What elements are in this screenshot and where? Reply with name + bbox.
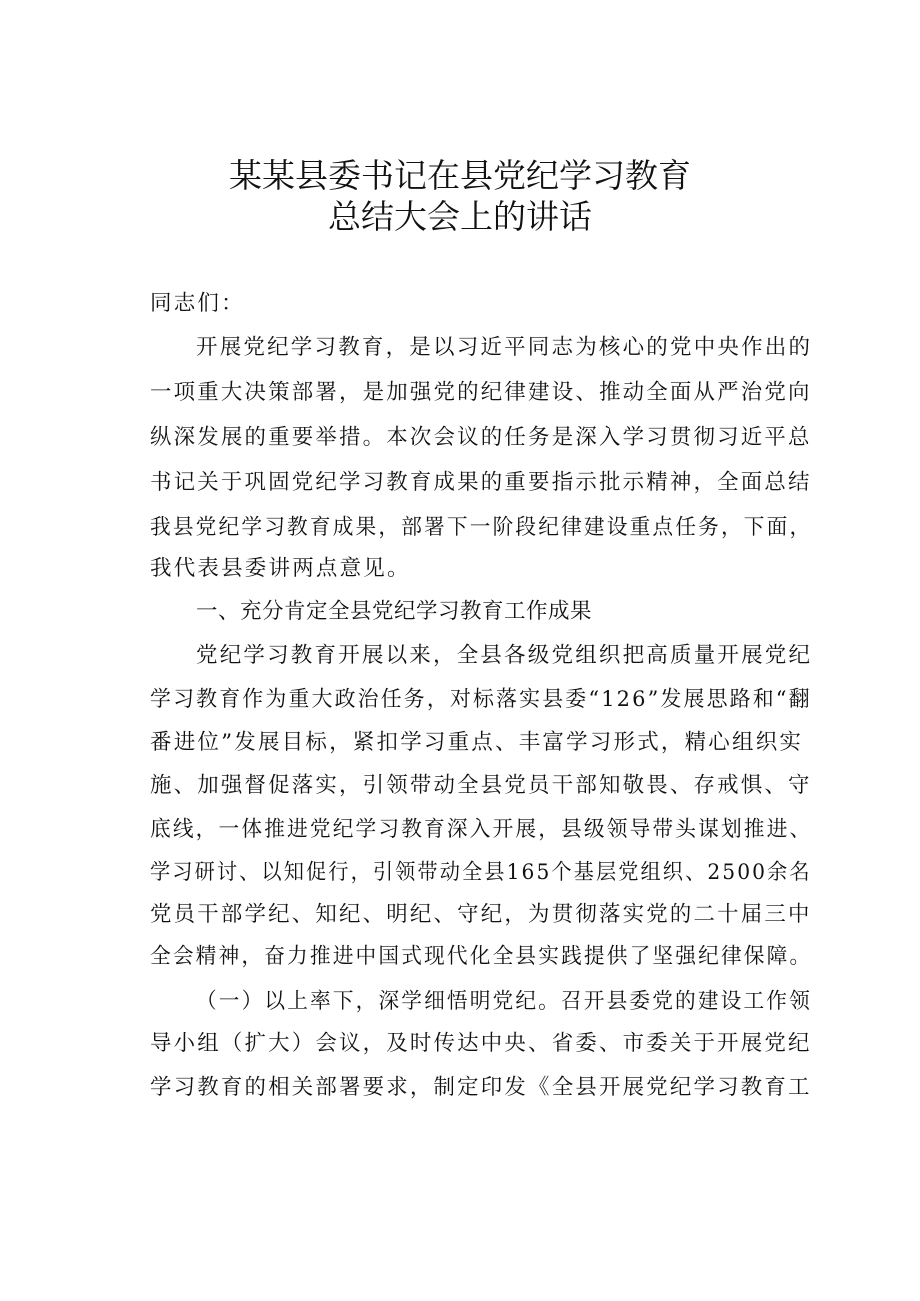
paragraph-line: 纵深发展的重要举措。本次会议的任务是深入学习贯彻习近平总 xyxy=(150,425,812,450)
document-title-line-1: 某某县委书记在县党纪学习教育 xyxy=(229,156,691,195)
paragraph-line: 番进位”发展目标，紧扣学习重点、丰富学习形式，精心组织实 xyxy=(150,730,804,755)
paragraph-line: 书记关于巩固党纪学习教育成果的重要指示批示精神，全面总结 xyxy=(150,470,812,495)
paragraph-line: 党纪学习教育开展以来，全县各级党组织把高质量开展党纪 xyxy=(196,643,813,668)
paragraph-line: 学习研讨、以知促行，引领带动全县165个基层党组织、2500余名 xyxy=(150,860,812,885)
paragraph-line: 学习教育作为重大政治任务，对标落实县委“126”发展思路和“翻 xyxy=(150,687,812,712)
paragraph-line: 底线，一体推进党纪学习教育深入开展，县级领导带头谋划推进、 xyxy=(150,817,813,842)
paragraph-line: 开展党纪学习教育，是以习近平同志为核心的党中央作出的 xyxy=(196,335,813,360)
paragraph-line: 施、加强督促落实，引领带动全县党员干部知敬畏、存戒惧、守 xyxy=(150,773,812,798)
section-heading-1: 一、充分肯定全县党纪学习教育工作成果 xyxy=(196,599,593,624)
paragraph-line: 我代表县委讲两点意见。 xyxy=(150,556,411,581)
paragraph-line: 学习教育的相关部署要求，制定印发《全县开展党纪学习教育工 xyxy=(150,1075,812,1100)
paragraph-line: 一项重大决策部署，是加强党的纪律建设、推动全面从严治党向 xyxy=(150,380,812,405)
paragraph-line: 导小组（扩大）会议，及时传达中央、省委、市委关于开展党纪 xyxy=(150,1031,812,1056)
document-title-line-2: 总结大会上的讲话 xyxy=(328,197,592,236)
paragraph-line: 全会精神，奋力推进中国式现代化全县实践提供了坚强纪律保障。 xyxy=(150,944,813,969)
paragraph-line: （一）以上率下，深学细悟明党纪。召开县委党的建设工作领 xyxy=(196,989,812,1014)
paragraph-line: 党员干部学纪、知纪、明纪、守纪，为贯彻落实党的二十届三中 xyxy=(150,902,812,927)
salutation: 同志们： xyxy=(150,291,245,316)
paragraph-line: 我县党纪学习教育成果，部署下一阶段纪律建设重点任务，下面， xyxy=(150,515,813,540)
